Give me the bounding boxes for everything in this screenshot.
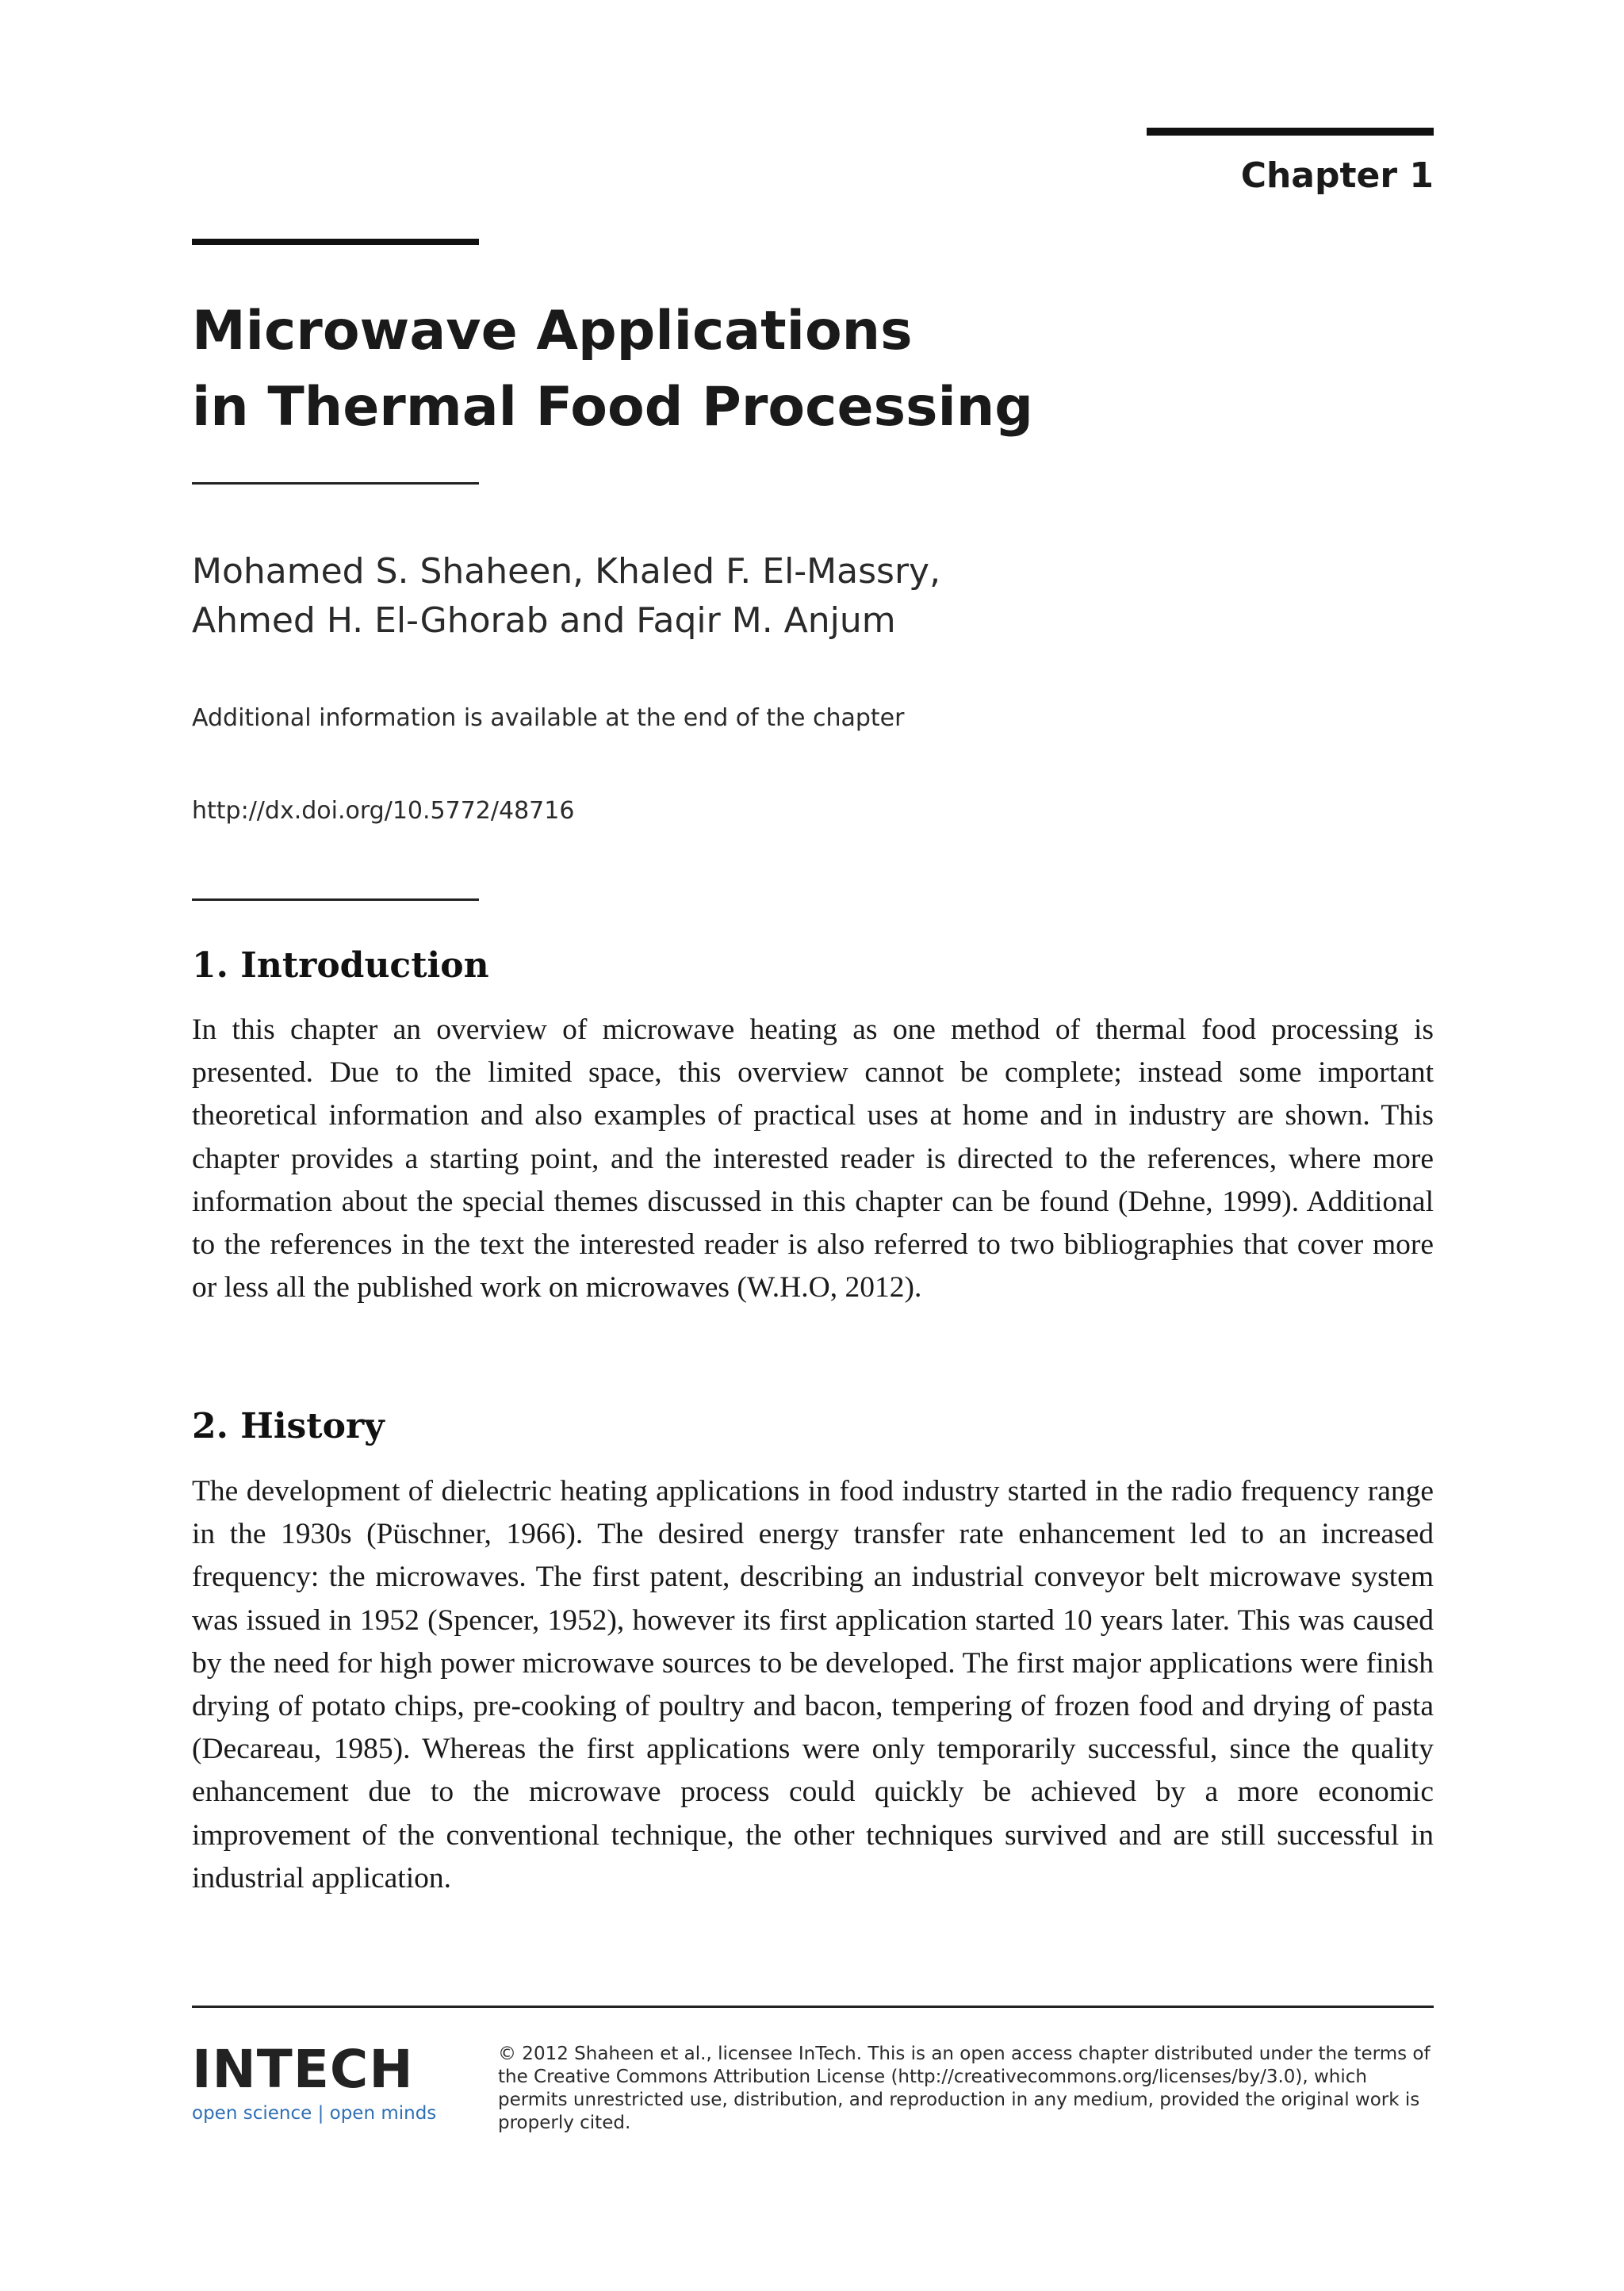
title-rule-bottom xyxy=(192,482,479,485)
section-heading-history: 2. History xyxy=(192,1406,385,1446)
title-rule-top xyxy=(192,239,479,245)
intech-logo: INTECH xyxy=(192,2039,414,2100)
authors-line-1: Mohamed S. Shaheen, Khaled F. El-Massry, xyxy=(192,551,941,592)
chapter-title-line-1: Microwave Applications xyxy=(192,300,913,362)
footer-rule xyxy=(192,2006,1434,2008)
section-rule xyxy=(192,898,479,901)
section-paragraph-history: The development of dielectric heating applications in food industry started in the radio frequency range in the 1930s (Püschner, 1966). The desired energy transfer rate enhancement led to an increased frequency: the microwaves. The first patent, describing an industrial conveyor belt microwave system was issued in 1952 (Spencer, 1952), however its first application started 10 years later. This was caused by the need for high power microwave sources to be developed. The first major applications were finish drying of potato chips, pre-cooking of poultry and bacon, tempering of frozen food and drying of pasta (Decareau, 1985). Whereas the first applications were only temporarily successful, since the quality enhancement due to the microwave process could quickly be achieved by a more economic improvement of the conventional technique, the other techniques survived and are still successful in industrial application. xyxy=(192,1475,1434,1894)
license-notice: © 2012 Shaheen et al., licensee InTech. This is an open access chapter distributed under the terms of the Creative Commons Attribution License (http://creativecommons.org/licenses/by/3.0), which permits unrestricted use, distribution, and reproduction in any medium, provided the original work is properly cited. xyxy=(498,2044,1431,2133)
chapter-title-line-2: in Thermal Food Processing xyxy=(192,376,1033,439)
additional-info: Additional information is available at the end of the chapter xyxy=(192,704,905,732)
authors-line-2: Ahmed H. El-Ghorab and Faqir M. Anjum xyxy=(192,600,896,641)
doi-link[interactable]: http://dx.doi.org/10.5772/48716 xyxy=(192,797,575,825)
section-paragraph-introduction: In this chapter an overview of microwave heating as one method of thermal food processing is presented. Due to the limited space, this overview cannot be complete; instead some important theoretical information and also examples of practical uses at home and in industry are shown. This chapter provides a starting point, and the interested reader is directed to the references, where more information about the special themes discussed in this chapter can be found (Dehne, 1999). Additional to the references in the text the interested reader is also referred to two bibliographies that cover more or less all the published work on microwaves (W.H.O, 2012). xyxy=(192,1013,1434,1304)
chapter-rule xyxy=(1147,128,1434,136)
chapter-label: Chapter 1 xyxy=(1240,155,1434,196)
authors xyxy=(192,547,1223,646)
chapter-title xyxy=(192,293,1223,446)
intech-tagline: open science | open minds xyxy=(192,2103,437,2124)
section-heading-introduction: 1. Introduction xyxy=(192,945,489,986)
